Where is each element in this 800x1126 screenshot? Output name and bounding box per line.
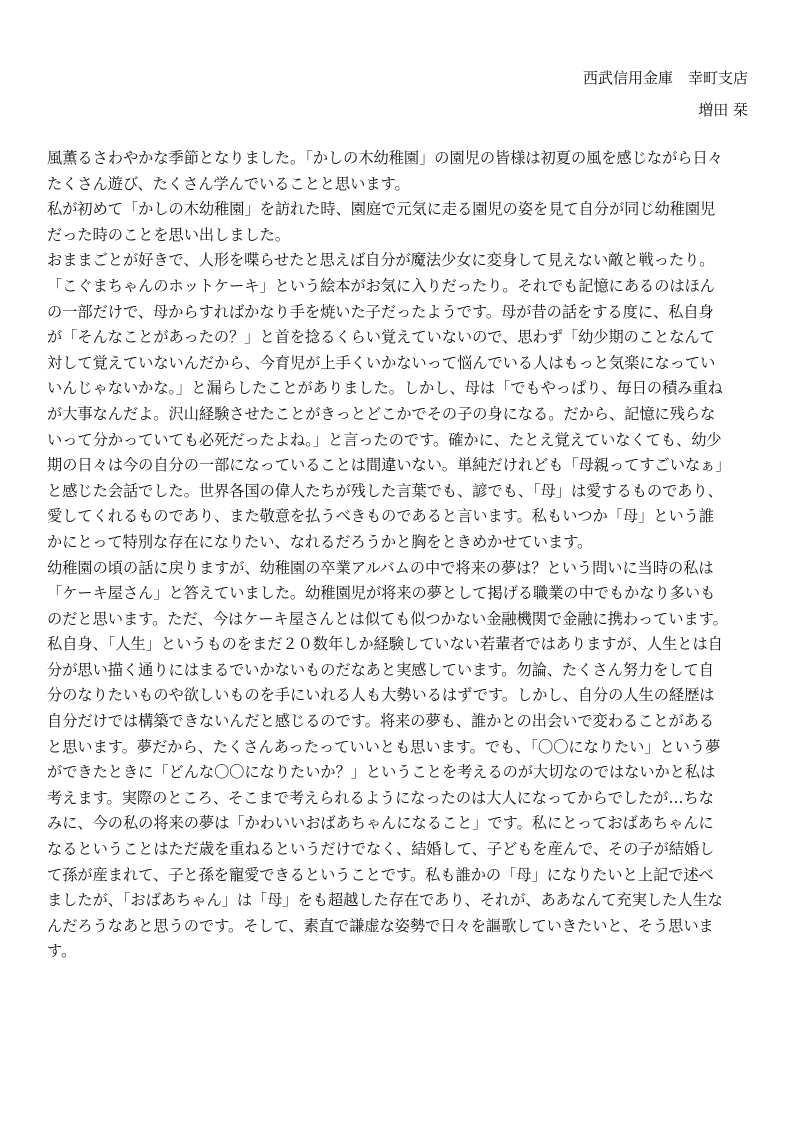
text-line: と感じた会話でした。世界各国の偉人たちが残した言葉でも、諺でも、「母」は愛するものであり、 — [47, 481, 723, 500]
text-line: て孫が産まれて、子と孫を寵愛できるということです。私も誰かの「母」になりたいと上記で述べ — [47, 865, 714, 884]
author-name: 増田 栞 — [698, 101, 748, 119]
text-line: みに、今の私の将来の夢は「かわいいおばあちゃんになること」です。私にとっておばあちゃんに — [47, 814, 714, 833]
text-line: たくさん遊び、たくさん学んでいることと思います。 — [47, 174, 410, 193]
text-line: だった時のことを思い出しました。 — [47, 225, 290, 244]
text-line: 愛してくれるものであり、また敬意を払うべきものであると言います。私もいつか「母」という誰 — [47, 507, 715, 526]
text-line: 分が思い描く通りにはまるでいかないものだなあと実感しています。勿論、たくさん努力をして自 — [47, 660, 714, 679]
text-line: が「そんなことがあったの？」と首を捻るくらい覚えていないので、思わず「幼少期のことなんて — [47, 328, 715, 347]
text-line: 風薫るさわやかな季節となりました。「かしの木幼稚園」の園児の皆様は初夏の風を感じながら日々 — [47, 149, 723, 167]
text-line: んだろうなあと思うのです。そして、素直で謙虚な姿勢で日々を謳歌していきたいと、そう思いま — [47, 916, 714, 935]
text-line: かにとって特別な存在になりたい、なれるだろうかと胸をときめかせています。 — [47, 532, 593, 551]
text-line: ができたときに「どんな〇〇になりたいか？」ということを考えるのが大切なのではないかと私は — [47, 763, 716, 782]
organization-branch: 西武信用金庫 幸町支店 — [582, 69, 748, 87]
text-line: と思います。夢だから、たくさんあったっていいとも思います。でも、「〇〇になりたい」という夢 — [47, 737, 721, 756]
text-line: いんじゃないかな。」と漏らしたことがありました。しかし、母は「でもやっぱり、毎日の積み重ね — [47, 379, 723, 398]
text-line: 「こぐまちゃんのホットケーキ」という絵本がお気に入りだったり。それでも記憶にあるのはほん — [47, 276, 715, 295]
text-line: のだと思います。ただ、今はケーキ屋さんとは似ても似つかない金融機関で金融に携わっています。 — [47, 609, 728, 628]
text-line: 考えます。実際のところ、そこまで考えられるようになったのは大人になってからでしたが…ちな — [47, 788, 714, 807]
text-line: の一部だけで、母からすればかなり手を焼いた子だったようです。母が昔の話をする度に、私自身 — [47, 302, 714, 321]
essay-body — [47, 146, 753, 965]
text-line: 分のなりたいものや欲しいものを手にいれる人も大勢いるはずです。しかし、自分の人生の経歴は — [47, 686, 715, 705]
text-line: いって分かっていても必死だったよね。」と言ったのです。確かに、たとえ覚えていなくても、幼少 — [47, 430, 722, 449]
text-line: ましたが、「おばあちゃん」は「母」をも超越した存在であり、それが、ああなんて充実した人生な — [47, 891, 723, 910]
text-line: なるということはただ歳を重ねるというだけでなく、結婚して、子どもを産んで、その子が結婚し — [47, 840, 715, 859]
text-line: が大事なんだよ。沢山経験させたことがきっとどこかでその子の身になる。だから、記憶に残らな — [47, 404, 716, 423]
document-header — [583, 62, 748, 126]
text-line: 自分だけでは構築できないんだと感じるのです。将来の夢も、誰かとの出会いで変わることがある — [47, 712, 715, 731]
text-line: 私が初めて「かしの木幼稚園」を訪れた時、園庭で元気に走る園児の姿を見て自分が同じ幼稚園児 — [47, 200, 716, 219]
text-line: 期の日々は今の自分の一部になっていることは間違いない。単純だけれども「母親ってすごいなぁ」 — [47, 456, 731, 475]
text-line: 対して覚えていないんだから、今育児が上手くいかないって悩んでいる人はもっと気楽になってい — [47, 353, 716, 372]
text-line: す。 — [47, 942, 77, 961]
text-line: おままごとが好きで、人形を喋らせたと思えば自分が魔法少女に変身して見えない敵と戦ったり。 — [47, 251, 715, 270]
text-line: 幼稚園の頃の話に戻りますが、幼稚園の卒業アルバムの中で将来の夢は？という問いに当時の私は — [47, 558, 714, 577]
text-line: 私自身、「人生」というものをまだ２０数年しか経験していない若輩者ではありますが、人生とは自 — [47, 635, 723, 654]
text-line: 「ケーキ屋さん」と答えていました。幼稚園児が将来の夢として掲げる職業の中でもかなり多いも — [47, 584, 716, 603]
